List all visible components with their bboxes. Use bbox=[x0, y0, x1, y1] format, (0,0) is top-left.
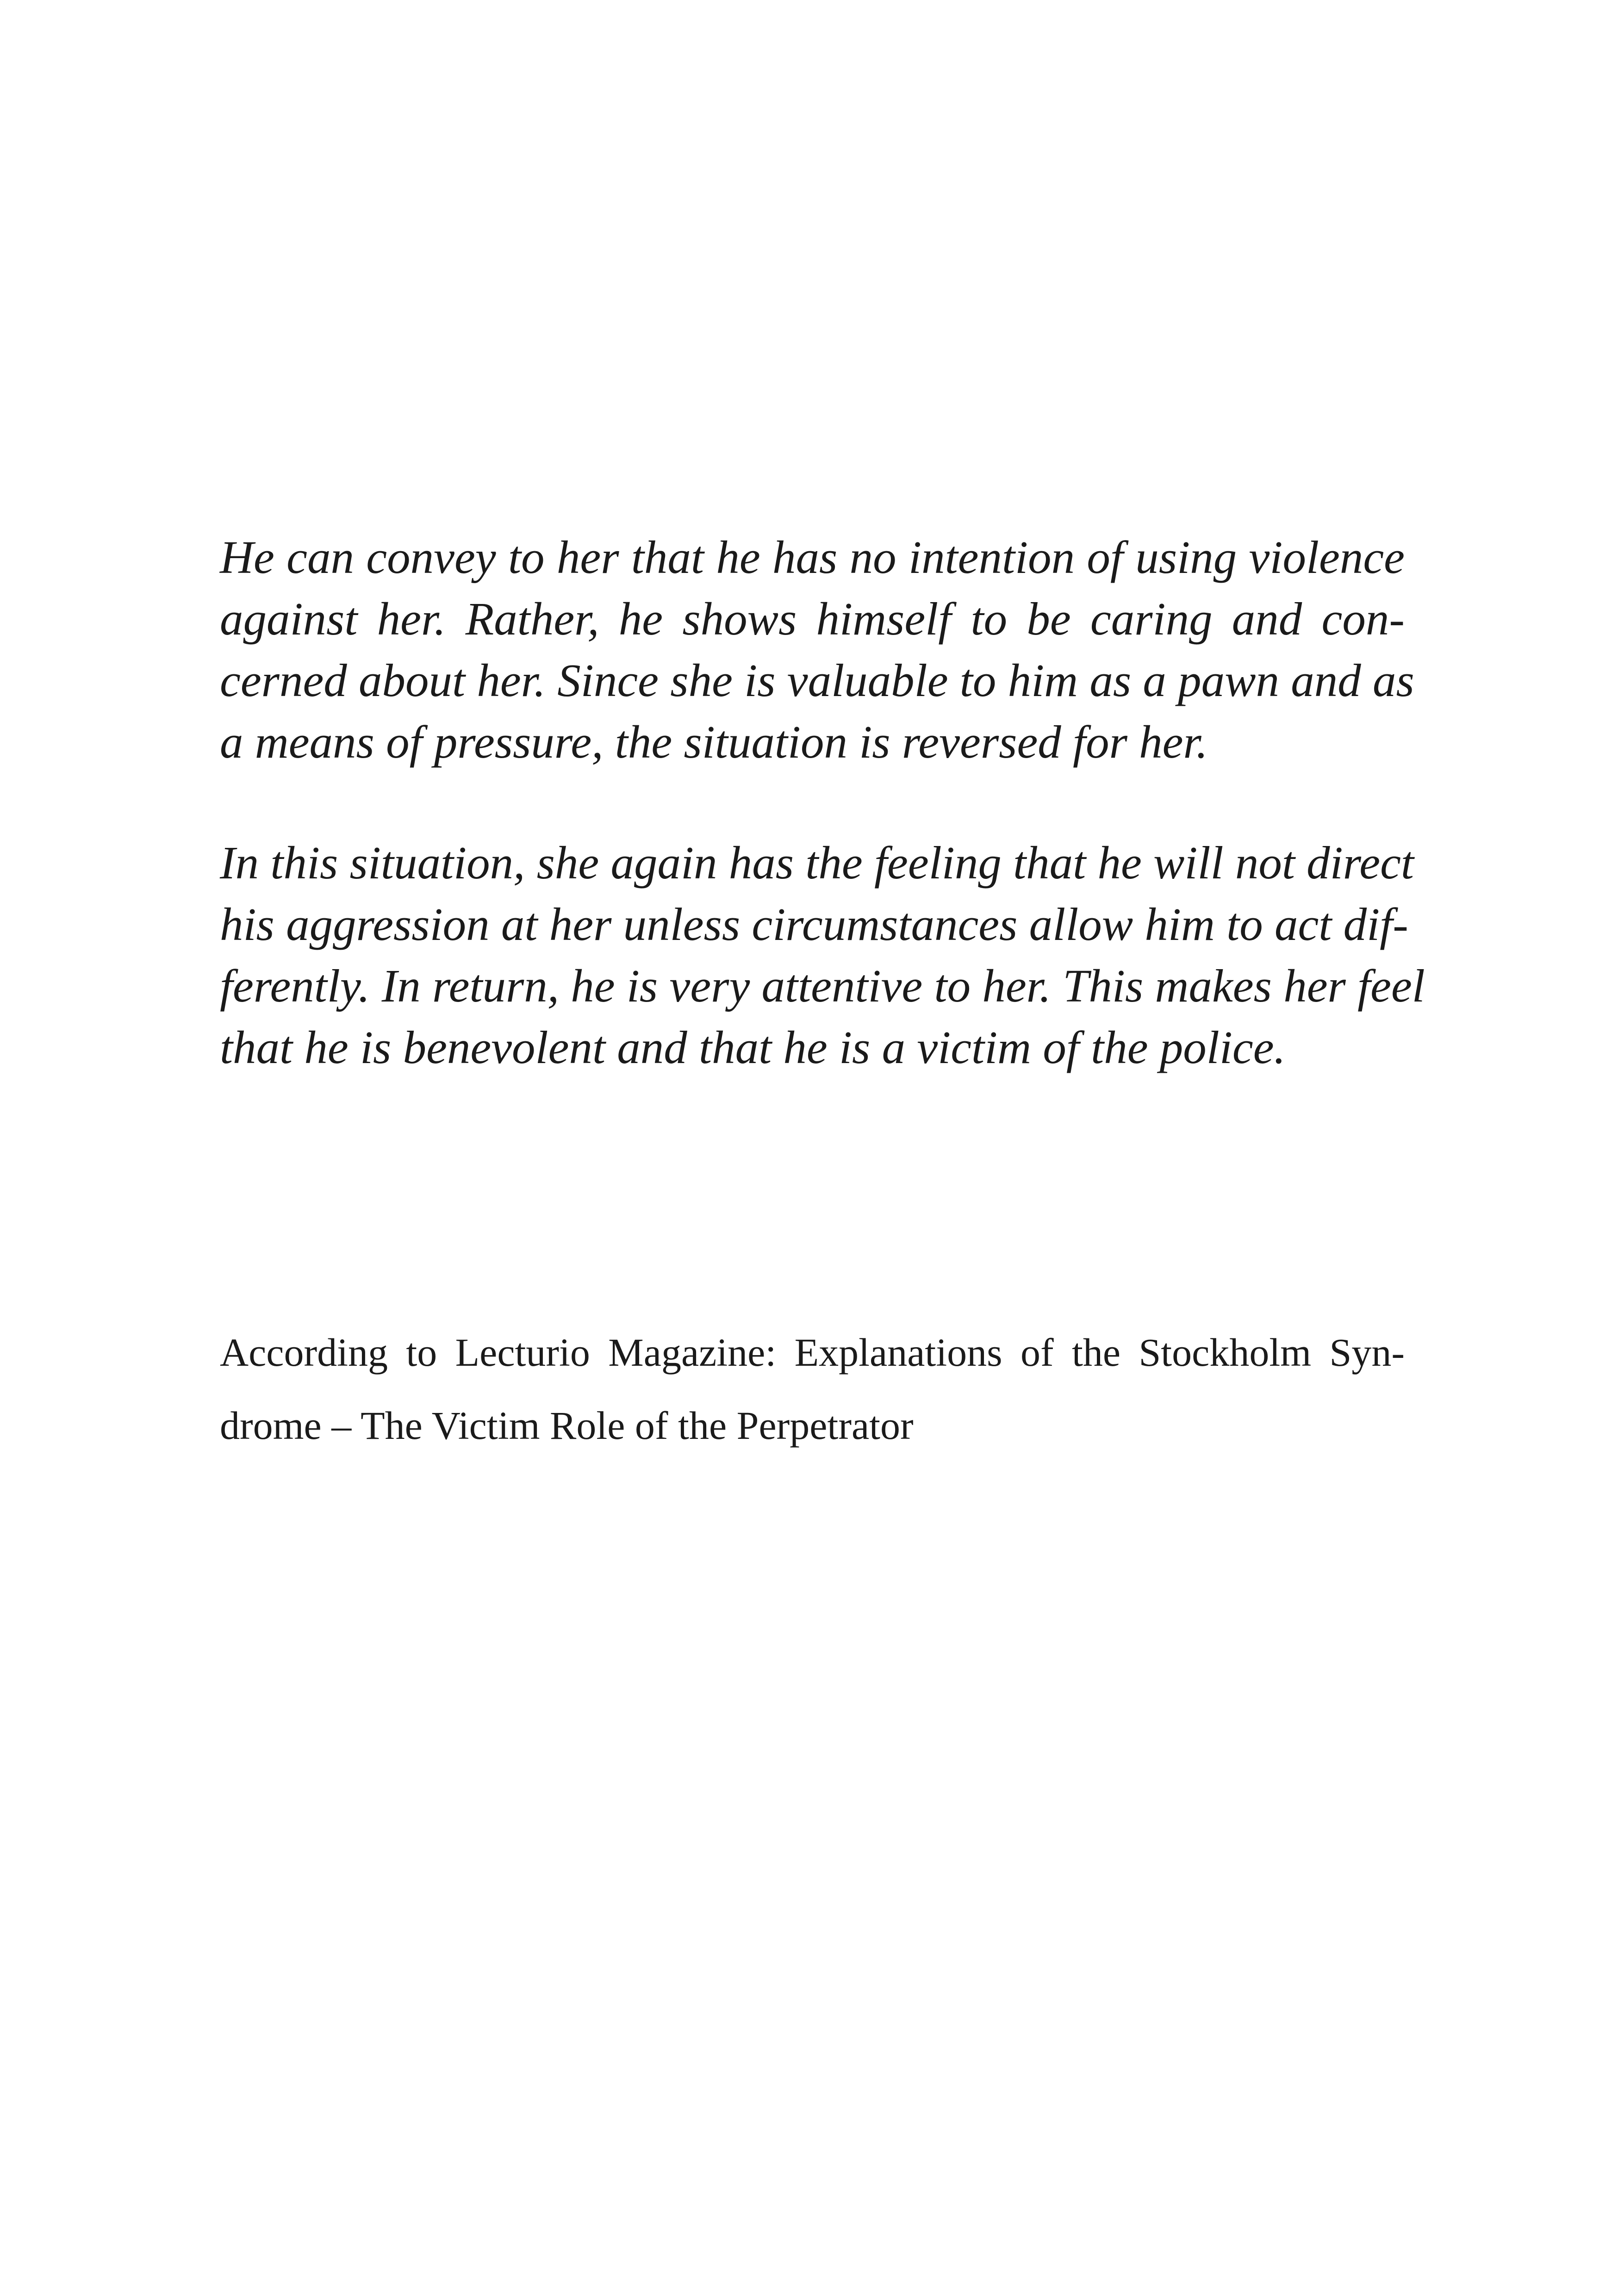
citation-line: drome – The Victim Role of the Perpetrator bbox=[220, 1403, 914, 1448]
paragraph-line: his aggression at her unless circumstances allow him to act dif- bbox=[220, 898, 1408, 950]
paragraph-line: cerned about her. Since she is valuable to him as a pawn and as bbox=[220, 654, 1414, 706]
italic-paragraph-1 bbox=[220, 527, 1414, 773]
paragraph-line: ferently. In return, he is very attentive to her. This makes her feel bbox=[220, 960, 1425, 1012]
source-citation bbox=[220, 1316, 1405, 1462]
citation-line: According to Lecturio Magazine: Explanations of the Stockholm Syn- bbox=[220, 1330, 1405, 1375]
paragraph-line: that he is benevolent and that he is a victim of the police. bbox=[220, 1021, 1286, 1073]
paragraph-line: against her. Rather, he shows himself to be caring and con- bbox=[220, 593, 1405, 645]
paragraph-line: In this situation, she again has the feeling that he will not direct bbox=[220, 837, 1414, 889]
italic-paragraph-2 bbox=[220, 832, 1425, 1078]
paragraph-line: He can convey to her that he has no intention of using violence bbox=[220, 531, 1405, 583]
paragraph-line: a means of pressure, the situation is reversed for her. bbox=[220, 716, 1208, 768]
